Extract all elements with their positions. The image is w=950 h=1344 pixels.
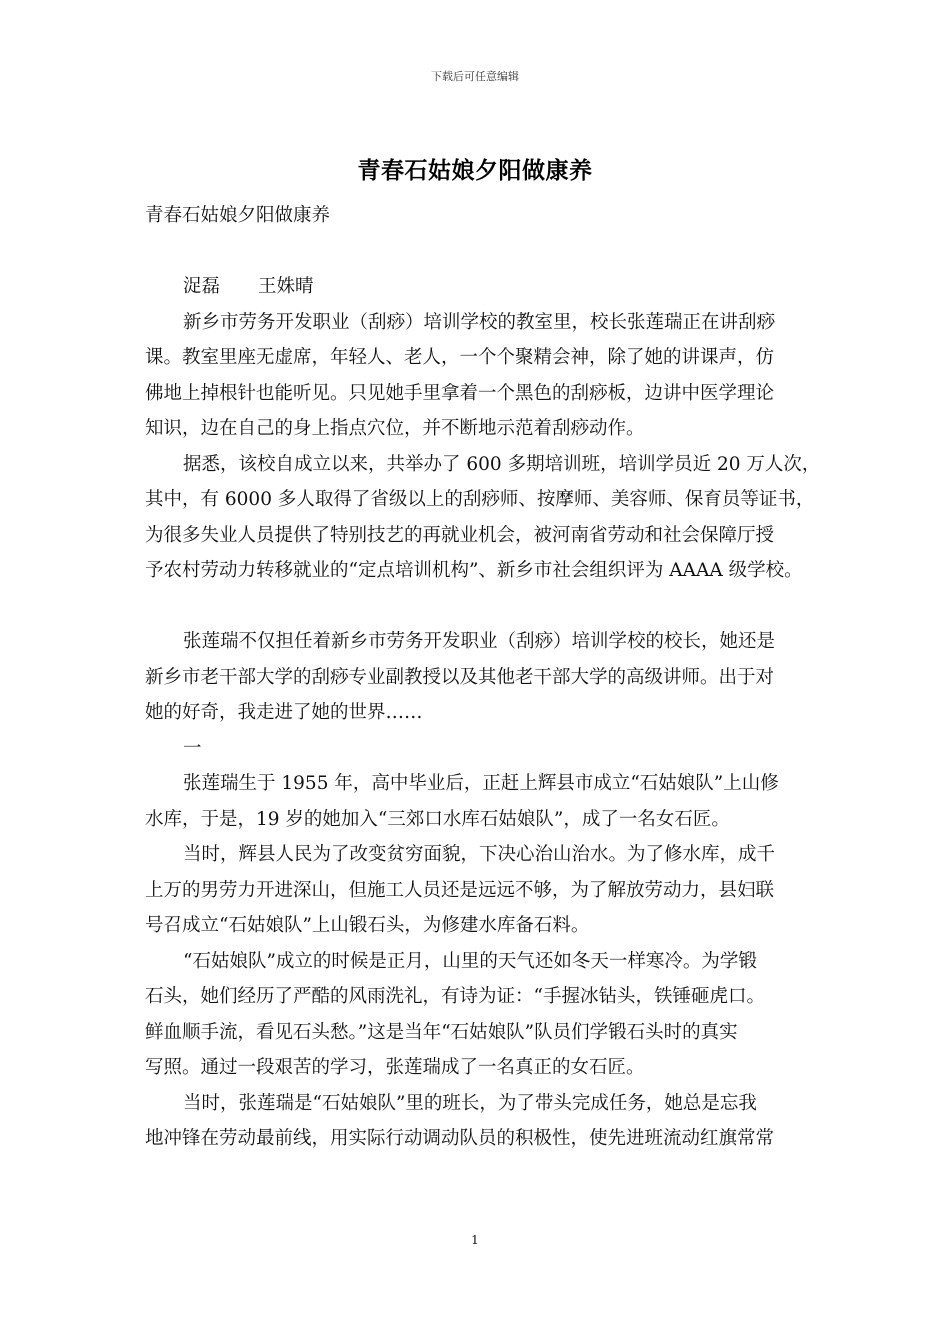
paragraph-line: 鲜血顺手流，看见石头愁。”这是当年“石姑娘队”队员们学锻石头时的真实 — [145, 1021, 738, 1043]
paragraph-line: 地冲锋在劳动最前线，用实际行动调动队员的积极性，使先进班流动红旗常常 — [145, 1128, 775, 1149]
paragraph-line: 石头，她们经历了严酷的风雨洗礼，有诗为证：“手握冰钻头，铁锤砸虎口。 — [145, 986, 765, 1007]
byline — [145, 269, 825, 305]
paragraph-line: 上万的男劳力开进深山，但施工人员还是远远不够，为了解放劳动力，县妇联 — [145, 879, 775, 901]
author-name: 王姝晴 — [258, 276, 314, 297]
paragraph-line: 据悉，该校自成立以来，共举办了 600 多期培训班，培训学员近 20 万人次， — [183, 453, 821, 475]
paragraph-line: 新乡市劳务开发职业（刮痧）培训学校的教室里，校长张莲瑞正在讲刮痧 — [183, 311, 776, 333]
paragraph-line: 写照。通过一段艰苦的学习，张莲瑞成了一名真正的女石匠。 — [145, 1057, 645, 1078]
paragraph-line: 号召成立“石姑娘队”上山锻石头，为修建水库备石料。 — [145, 915, 590, 936]
author-name: 浞磊 — [183, 276, 221, 297]
paragraph-line: 为很多失业人员提供了特别技艺的再就业机会，被河南省劳动和社会保障厅授 — [145, 524, 775, 546]
paragraph-line: 予农村劳动力转移就业的“定点培训机构”、新乡市社会组织评为 AAAA 级学校。 — [145, 560, 803, 581]
paragraph-line: 她的好奇，我走进了她的世界…… — [145, 702, 423, 723]
blank-line — [145, 234, 825, 270]
paragraph-line: 水库，于是，19 岁的她加入“三郊口水库石姑娘队”，成了一名女石匠。 — [145, 808, 730, 830]
paragraph-line: 知识，边在自己的身上指点穴位，并不断地示范着刮痧动作。 — [145, 418, 645, 439]
blank-line — [145, 589, 825, 625]
paragraph-line: 佛地上掉根针也能听见。只见她手里拿着一个黑色的刮痧板，边讲中医学理论 — [145, 382, 775, 404]
paragraph-line: 张莲瑞生于 1955 年，高中毕业后，正赶上辉县市成立“石姑娘队”上山修 — [183, 773, 779, 794]
paragraph-line: 新乡市老干部大学的刮痧专业副教授以及其他老干部大学的高级讲师。出于对 — [145, 666, 775, 688]
section-marker: 一 — [183, 737, 202, 759]
paragraph-line: 张莲瑞不仅担任着新乡市劳务开发职业（刮痧）培训学校的校长，她还是 — [183, 631, 776, 652]
paragraph-line: 当时，辉县人民为了改变贫穷面貌，下决心治山治水。为了修水库，成千 — [183, 844, 776, 865]
article-body — [145, 198, 825, 1157]
article-subtitle: 青春石姑娘夕阳做康养 — [145, 205, 331, 226]
header-note: 下载后可任意编辑 — [431, 70, 519, 83]
paragraph-line: “石姑娘队”成立的时候是正月，山里的天气还如冬天一样寒冷。为学锻 — [183, 950, 757, 972]
article-title: 青春石姑娘夕阳做康养 — [357, 157, 593, 184]
paragraph-line: 其中，有 6000 多人取得了省级以上的刮痧师、按摩师、美容师、保育员等证书， — [145, 489, 815, 510]
paragraph-line: 课。教室里座无虚席，年轻人、老人，一个个聚精会神，除了她的讲课声，仿 — [145, 347, 775, 368]
paragraph-line: 当时，张莲瑞是“石姑娘队”里的班长，为了带头完成任务，她总是忘我 — [183, 1092, 757, 1114]
page-number: 1 — [471, 1233, 479, 1247]
